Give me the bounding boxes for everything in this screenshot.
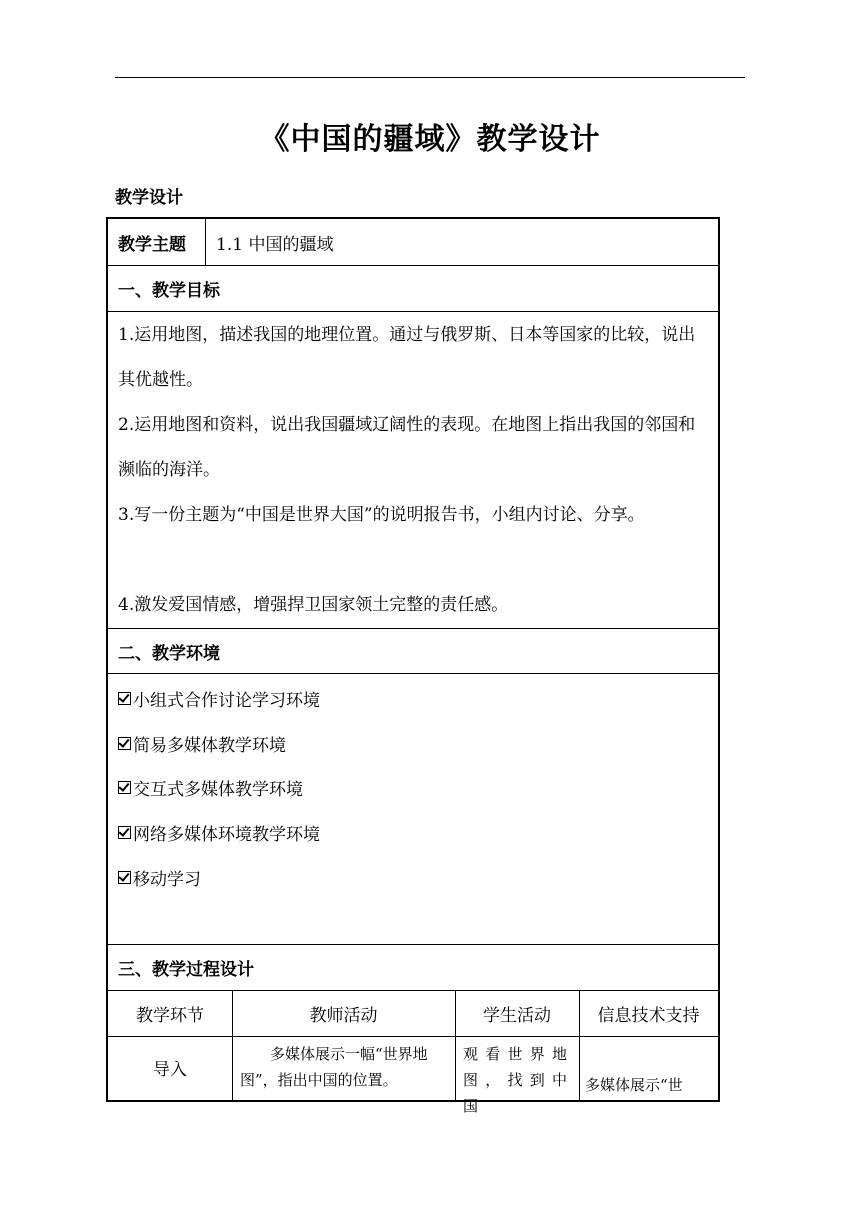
env-body <box>108 674 718 945</box>
env-item-label: 移动学习 <box>133 869 201 890</box>
teacher-activity-cell: 多媒体展示一幅“世界地图”，指出中国的位置。 <box>240 1045 428 1089</box>
column-header: 学生活动 <box>483 1006 551 1026</box>
goals-heading-row <box>108 266 718 312</box>
process-heading: 三、教学过程设计 <box>118 960 254 980</box>
column-divider <box>455 991 456 1100</box>
goals-body <box>108 312 718 629</box>
column-divider <box>579 991 580 1100</box>
goals-heading: 一、教学目标 <box>118 281 220 301</box>
env-item <box>118 818 320 846</box>
column-header: 信息技术支持 <box>597 1006 700 1026</box>
env-heading: 二、教学环境 <box>118 643 220 664</box>
goal-item: 2.运用地图和资料，说出我国疆域辽阔性的表现。在地图上指出我国的邻国和濒临的海洋。 <box>118 415 696 480</box>
table-row <box>108 1037 718 1115</box>
env-item <box>118 863 201 891</box>
column-header: 教师活动 <box>309 1006 378 1026</box>
stage-cell: 导入 <box>153 1060 187 1080</box>
column-header: 教学环节 <box>136 1006 204 1026</box>
topic-label: 教学主题 <box>108 219 206 265</box>
column-divider <box>232 991 233 1100</box>
env-item <box>118 684 320 712</box>
topic-row <box>108 219 718 266</box>
env-heading-row <box>108 629 718 674</box>
goal-item: 4.激发爱国情感，增强捍卫国家领土完整的责任感。 <box>118 595 509 615</box>
student-activity-cell: 观看世界地图，找到中国 <box>463 1045 571 1115</box>
env-item-label: 小组式合作讨论学习环境 <box>133 690 320 711</box>
checked-box-icon <box>118 871 131 884</box>
checked-box-icon <box>118 692 131 705</box>
tech-support-cell: 多媒体展示“世 <box>585 1076 683 1094</box>
process-heading-row <box>108 945 718 991</box>
env-item <box>118 729 286 757</box>
env-item-label: 网络多媒体环境教学环境 <box>133 824 320 845</box>
checked-box-icon <box>118 737 131 750</box>
topic-value: 1.1 中国的疆域 <box>216 234 334 255</box>
checked-box-icon <box>118 781 131 794</box>
process-header-row <box>108 991 718 1037</box>
document-title: 《中国的疆域》教学设计 <box>259 122 601 157</box>
env-item-label: 交互式多媒体教学环境 <box>133 779 303 800</box>
goal-item: 1.运用地图，描述我国的地理位置。通过与俄罗斯、日本等国家的比较，说出其优越性。 <box>118 325 696 390</box>
section-label: 教学设计 <box>115 188 183 208</box>
header-rule <box>115 77 745 78</box>
env-item-label: 简易多媒体教学环境 <box>133 735 286 756</box>
goal-item: 3.写一份主题为“中国是世界大国”的说明报告书，小组内讨论、分享。 <box>118 505 645 525</box>
env-item <box>118 773 303 801</box>
lesson-plan-table <box>106 217 720 1115</box>
checked-box-icon <box>118 826 131 839</box>
